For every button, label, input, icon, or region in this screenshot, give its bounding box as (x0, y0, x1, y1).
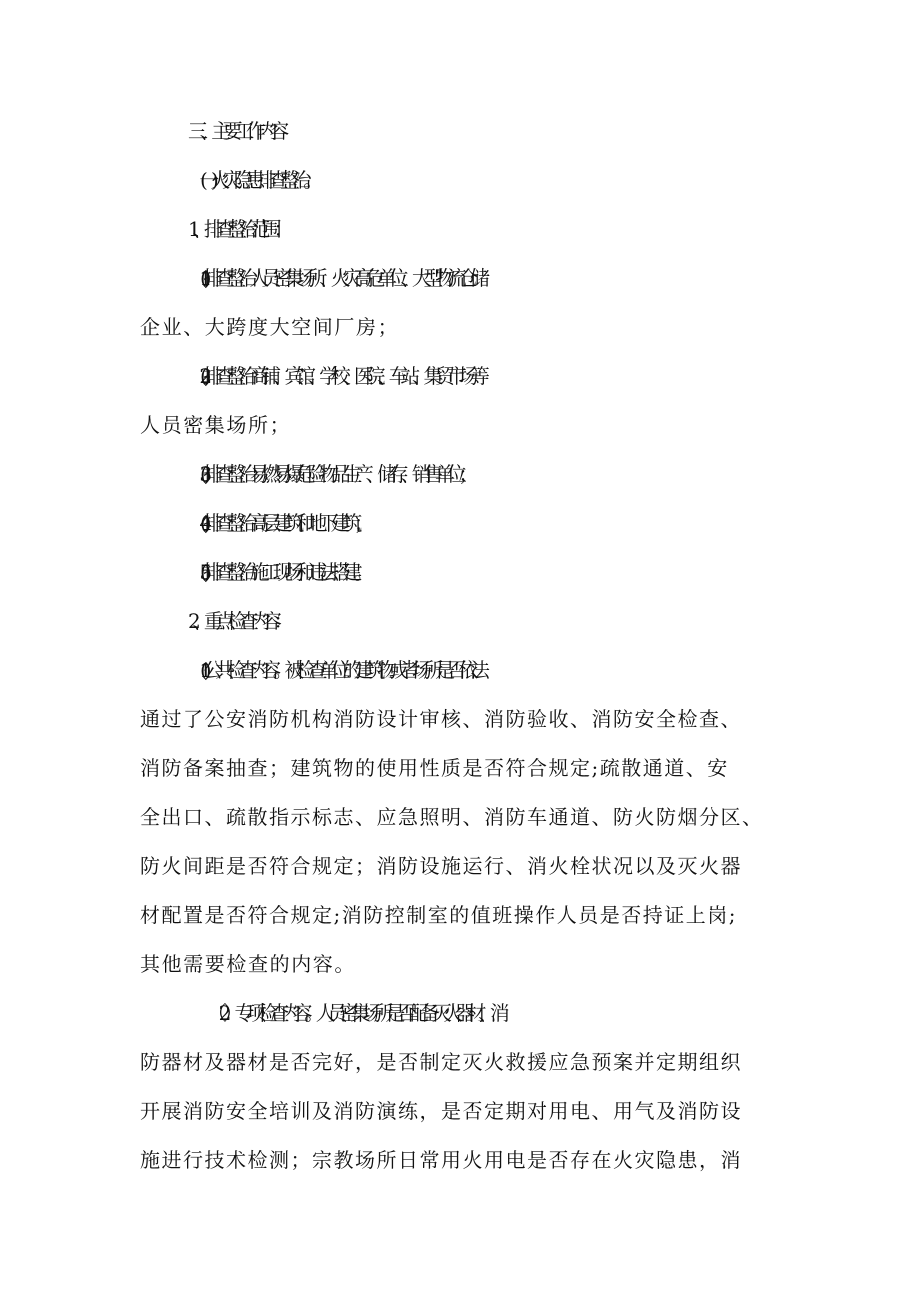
paragraph-line: 防器材及器材是否完好，是否制定灭火救援应急预案并定期组织 (140, 1050, 742, 1074)
paragraph-line: (5)排查整治施工现场和违法搭建。 (200, 560, 366, 584)
paragraph-line: (3)排查整治易燃易爆危险物品生产、储存、销售单位； (200, 462, 470, 486)
paragraph-line: 人员密集场所； (140, 413, 292, 437)
paragraph-line: (4)排查整治高层建筑和地下建筑； (200, 511, 366, 535)
item-heading: 1、排查整治范围： (188, 217, 286, 241)
paragraph-line: （2）专项检查内容。人员密集场所是否配备灭火器材、消 (207, 1001, 502, 1025)
paragraph-line: (1)排查整治人员密集场所、火灾高危单位、大型物流仓储 (200, 266, 482, 290)
paragraph-line: 通过了公安消防机构消防设计审核、消防验收、消防安全检查、 (140, 707, 742, 731)
paragraph-line: (1)公共检查内容。被检查单位的建筑物或者场所是否依法 (200, 658, 482, 682)
paragraph-line: 消防备案抽查；建筑物的使用性质是否符合规定;疏散通道、安 (140, 756, 729, 780)
paragraph-line: 企业、大跨度大空间厂房； (140, 315, 400, 339)
paragraph-line: (2)排查整治商铺、宾馆、学校、医院、车站、集贸市场等 (200, 364, 482, 388)
paragraph-line: 全出口、疏散指示标志、应急照明、消防车通道、防火防烟分区、 (140, 805, 764, 829)
subsection-heading: (一)火灾隐患排查整治。 (200, 168, 315, 192)
paragraph-line: 防火间距是否符合规定；消防设施运行、消火栓状况以及灭火器 (140, 854, 742, 878)
paragraph-line: 其他需要检查的内容。 (140, 952, 356, 976)
paragraph-line: 材配置是否符合规定;消防控制室的值班操作人员是否持证上岗; (140, 903, 737, 927)
section-heading: 三、主要工作内容 (188, 119, 281, 143)
paragraph-line: 施进行技术检测；宗教场所日常用火用电是否存在火灾隐患，消 (140, 1148, 742, 1172)
item-heading: 2、重点检查内容： (188, 609, 286, 633)
paragraph-line: 开展消防安全培训及消防演练，是否定期对用电、用气及消防设 (140, 1099, 742, 1123)
